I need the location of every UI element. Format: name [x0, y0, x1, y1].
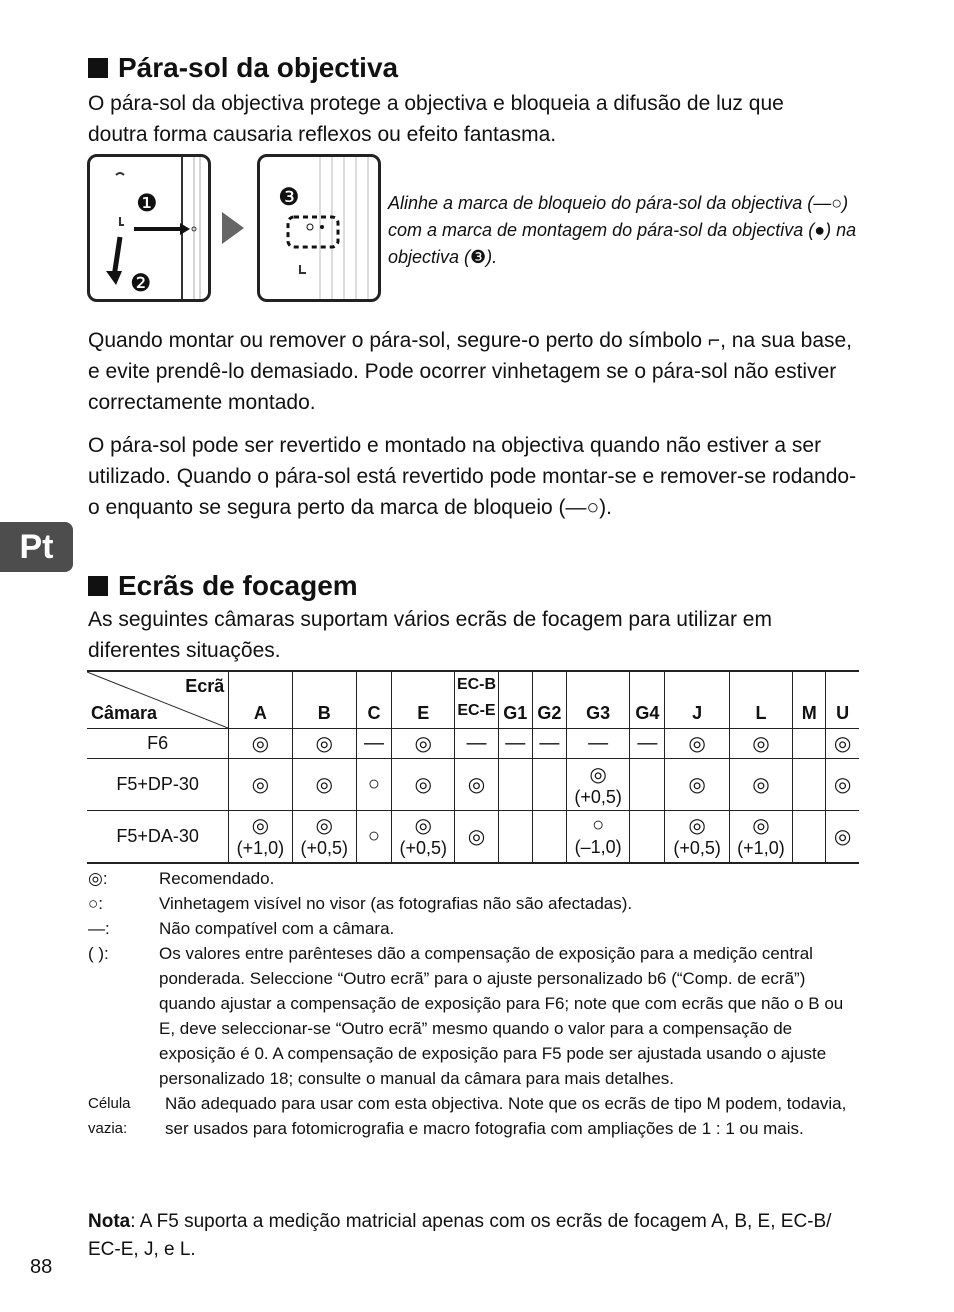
corner-cell	[87, 671, 229, 729]
table-row	[87, 759, 859, 811]
screen-compat-cell	[292, 759, 356, 811]
screen-compat-cell	[532, 729, 566, 759]
compat-symbol: —	[363, 732, 384, 754]
exposure-compensation: (+0,5)	[574, 786, 622, 807]
legend-text: Vinhetagem visível no visor (as fotografias não são afectadas).	[159, 894, 633, 913]
screen-compat-cell	[455, 759, 498, 811]
screen-compat-cell	[826, 729, 859, 759]
screen-compat-cell	[356, 759, 391, 811]
screen-compat-cell	[665, 759, 729, 811]
compat-symbol: ◎	[752, 815, 770, 838]
legend-item	[88, 941, 858, 1091]
section-heading-lens-hood	[88, 52, 398, 84]
table-legend	[88, 866, 858, 1141]
legend-key: ◎:	[88, 869, 108, 888]
screen-compat-cell	[630, 759, 665, 811]
figure-caption: Alinhe a marca de bloqueio do pára-sol da objectiva (—○) com a marca de montagem do pára-sol da objectiva (●) na objectiva (❸).	[388, 193, 857, 267]
camera-name: F5+DA-30	[87, 811, 229, 863]
screen-compat-cell	[793, 759, 826, 811]
exposure-compensation: (–1,0)	[574, 837, 622, 858]
screen-compat-cell	[630, 811, 665, 863]
column-header: E	[392, 671, 455, 729]
screen-compat-cell	[665, 729, 729, 759]
screen-compat-cell	[392, 729, 455, 759]
compat-symbol: —	[466, 732, 487, 754]
page-number: 88	[30, 1256, 53, 1278]
lens-hood-para-2: O pára-sol pode ser revertido e montado na objectiva quando não estiver a ser utilizado. Quando o pára-sol está revertido pode montar-se e remover-se rodando-o enquanto se segura perto da marca de bloqueio (—○).	[88, 434, 857, 519]
compat-symbol: ◎	[752, 733, 770, 755]
screen-compat-cell	[356, 811, 391, 863]
legend-item	[88, 916, 858, 941]
lens-hood-intro: O pára-sol da objectiva protege a objectiva e bloqueia a difusão de luz que doutra forma causaria reflexos ou efeito fantasma.	[88, 92, 784, 146]
legend-key: Célula vazia:	[88, 1095, 131, 1137]
screen-compat-cell	[498, 729, 532, 759]
screen-compat-cell	[229, 729, 292, 759]
section-title: Ecrãs de focagem	[118, 570, 358, 601]
screen-compat-cell	[793, 811, 826, 863]
section-title: Pára-sol da objectiva	[118, 52, 399, 83]
compat-symbol: ◎	[467, 825, 486, 848]
exposure-compensation: (+1,0)	[737, 838, 785, 859]
note-label: Nota	[88, 1211, 131, 1232]
hood-illustration-right	[260, 157, 378, 299]
compat-symbol: ◎	[414, 774, 432, 796]
compat-symbol: ◎	[251, 733, 270, 755]
camera-name: F5+DP-30	[87, 759, 229, 811]
table-row	[87, 729, 859, 759]
focusing-screens-intro: As seguintes câmaras suportam vários ecrãs de focagem para utilizar em diferentes situações.	[88, 608, 772, 662]
compat-symbol: —	[637, 732, 658, 754]
exposure-compensation: (+0,5)	[673, 838, 721, 859]
column-header: G1	[498, 671, 532, 729]
exposure-compensation: (+0,5)	[300, 838, 348, 859]
hood-figure-left	[87, 154, 211, 302]
screen-compat-cell	[566, 729, 629, 759]
column-header: M	[793, 671, 826, 729]
legend-text: Não adequado para usar com esta objectiva. Note que os ecrãs de tipo M podem, todavia, ser usados para fotomicrografia e macro fotografia com ampliações de 1 : 1 ou mais.	[165, 1094, 847, 1138]
compat-symbol: ◎	[414, 815, 432, 838]
note-paragraph	[88, 1208, 858, 1264]
callout-2: ❷	[130, 270, 152, 297]
compat-symbol: ○	[367, 773, 381, 795]
screen-compat-cell	[498, 811, 532, 863]
compat-symbol: ○	[367, 824, 381, 847]
legend-item	[88, 891, 858, 916]
hood-figure-right	[257, 154, 381, 302]
screen-compat-cell	[455, 811, 498, 863]
focusing-screen-table	[87, 670, 859, 864]
compat-symbol: ◎	[251, 774, 270, 796]
screen-compat-cell	[292, 729, 356, 759]
column-header: G4	[630, 671, 665, 729]
compat-symbol: ◎	[688, 815, 706, 838]
screen-compat-cell	[532, 811, 566, 863]
compat-symbol: ◎	[833, 733, 852, 755]
screen-compat-cell	[729, 759, 792, 811]
legend-key: ○:	[88, 894, 103, 913]
exposure-compensation: (+1,0)	[236, 838, 285, 859]
next-step-arrow-icon	[222, 212, 244, 244]
screen-compat-cell	[729, 811, 792, 863]
compat-symbol: ◎	[589, 763, 607, 786]
screen-compat-cell	[392, 811, 455, 863]
screen-compat-cell	[566, 811, 629, 863]
screen-compat-cell	[455, 729, 498, 759]
compat-symbol: —	[539, 732, 560, 754]
screen-compat-cell	[392, 759, 455, 811]
table-header-row	[87, 671, 859, 729]
compat-symbol: ◎	[833, 774, 852, 796]
compat-symbol: —	[588, 732, 609, 754]
table-row	[87, 811, 859, 863]
language-tab-label: Pt	[19, 527, 54, 566]
screen-compat-cell	[229, 759, 292, 811]
column-header: J	[665, 671, 729, 729]
column-header: EC-B EC-E	[455, 671, 498, 729]
corner-bottom-label: Câmara	[91, 703, 158, 723]
column-header: U	[826, 671, 859, 729]
camera-name: F6	[87, 729, 229, 759]
screen-compat-cell	[229, 811, 292, 863]
screen-compat-cell	[356, 729, 391, 759]
screen-compat-cell	[532, 759, 566, 811]
corner-top-label: Ecrã	[185, 676, 225, 696]
compat-symbol: ◎	[251, 815, 270, 838]
compat-symbol: ◎	[315, 815, 333, 838]
compat-symbol: ◎	[688, 733, 706, 755]
compat-symbol: ◎	[315, 733, 333, 755]
callout-3: ❸	[278, 184, 300, 211]
column-header: C	[356, 671, 391, 729]
column-header: B	[292, 671, 356, 729]
screen-compat-cell	[665, 811, 729, 863]
screen-compat-cell	[826, 811, 859, 863]
column-header: A	[229, 671, 292, 729]
exposure-compensation: (+0,5)	[399, 838, 447, 859]
compat-symbol: ◎	[414, 733, 432, 755]
screen-compat-cell	[566, 759, 629, 811]
legend-key: ( ):	[88, 944, 109, 963]
compat-symbol: ◎	[833, 825, 852, 848]
column-header: L	[729, 671, 792, 729]
compat-symbol: ◎	[752, 774, 770, 796]
column-header: G2	[532, 671, 566, 729]
legend-text: Recomendado.	[159, 869, 275, 888]
legend-text: Não compatível com a câmara.	[159, 919, 395, 938]
screen-compat-cell	[793, 729, 826, 759]
square-bullet-icon	[88, 58, 108, 78]
legend-item-empty-cell	[88, 1091, 858, 1141]
legend-item	[88, 866, 858, 891]
lens-hood-para-1: Quando montar ou remover o pára-sol, segure-o perto do símbolo ⌐, na sua base, e evite prendê-lo demasiado. Pode ocorrer vinhetagem se o pára-sol não estiver correctamente montado.	[88, 329, 853, 414]
square-bullet-icon	[88, 576, 108, 596]
callout-1: ❶	[136, 190, 158, 217]
compat-symbol: ◎	[315, 774, 333, 796]
compat-symbol: ◎	[688, 774, 706, 796]
section-heading-focusing-screens	[88, 570, 358, 602]
compat-symbol: —	[505, 732, 526, 754]
legend-key: —:	[88, 919, 110, 938]
screen-compat-cell	[498, 759, 532, 811]
screen-compat-cell	[729, 729, 792, 759]
screen-compat-cell	[826, 759, 859, 811]
compat-symbol: ○	[592, 814, 605, 837]
column-header: G3	[566, 671, 629, 729]
language-tab	[0, 522, 73, 572]
screen-compat-cell	[292, 811, 356, 863]
compat-symbol: ◎	[467, 774, 486, 796]
legend-text: Os valores entre parênteses dão a compensação de exposição para a medição central ponderada. Seleccione “Outro ecrã” para o ajuste personalizado b6 (“Comp. de ecrã”) quando ajustar a compensação de exposição para F6; note que com ecrãs que não o B ou E, deve seleccionar-se “Outro ecrã” mesmo quando o valor para a compensação de exposição é 0. A compensação de exposição para F5 pode ser ajustada usando o ajuste personalizado 18; consulte o manual da câmara para mais detalhes.	[159, 944, 844, 1088]
screen-compat-cell	[630, 729, 665, 759]
note-text: : A F5 suporta a medição matricial apenas com os ecrãs de focagem A, B, E, EC-B/ EC-E, J, e L.	[88, 1211, 832, 1260]
